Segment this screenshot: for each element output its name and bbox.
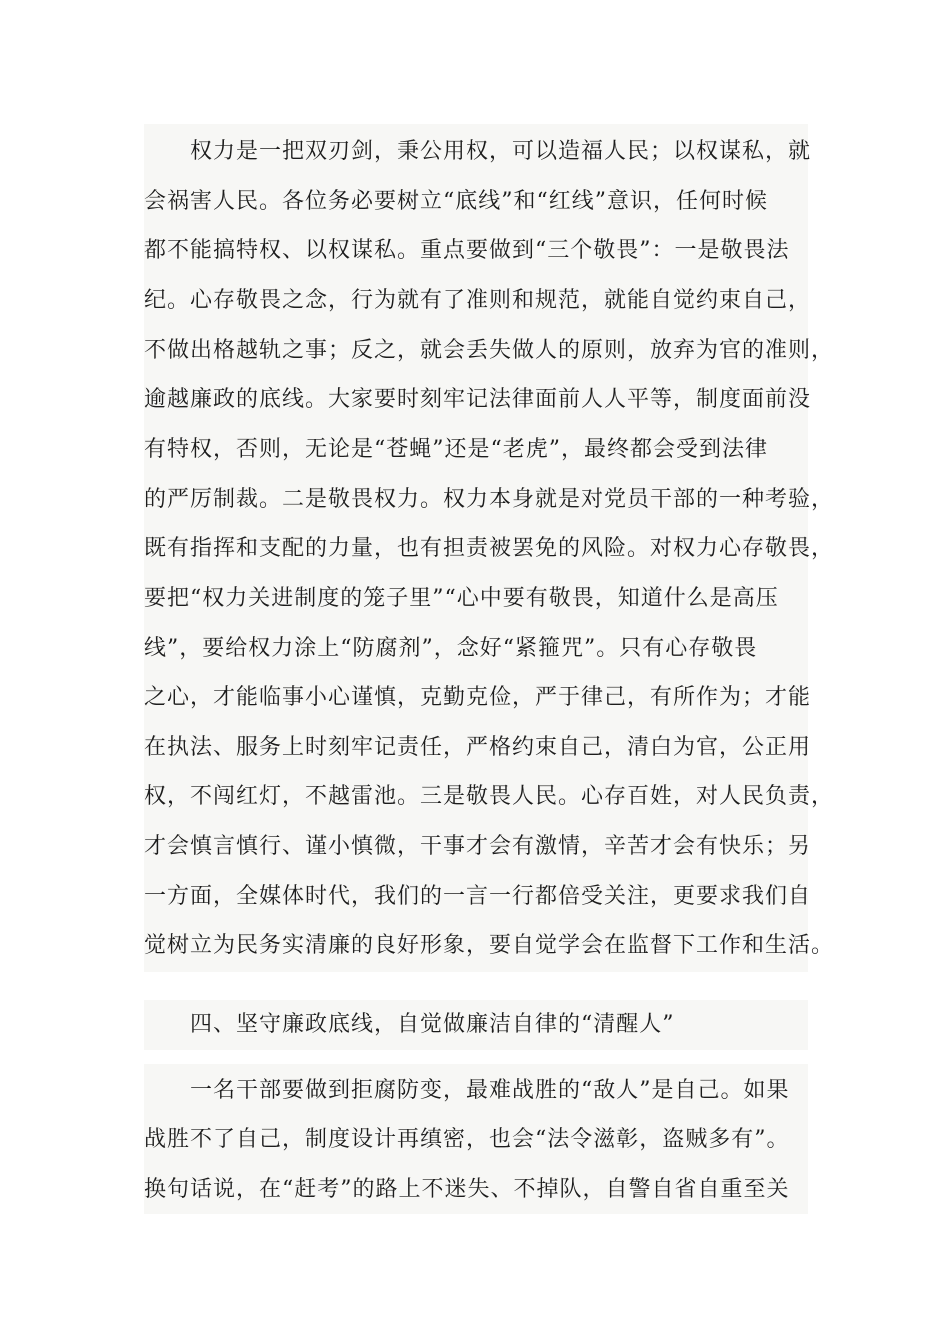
text-line: 在执法、服务上时刻牢记责任，严格约束自己，清白为官，公正用 bbox=[144, 735, 812, 760]
text-line: 权力是一把双刃剑，秉公用权，可以造福人民；以权谋私，就 bbox=[190, 139, 812, 164]
text-line: 既有指挥和支配的力量，也有担责被罢免的风险。对权力心存敬畏， bbox=[144, 536, 835, 561]
paragraph-self-discipline bbox=[144, 1064, 808, 1214]
section-heading-text: 四、坚守廉政底线，自觉做廉洁自律的“清醒人” bbox=[190, 1012, 675, 1037]
text-line: 要把“权力关进制度的笼子里”“心中要有敬畏，知道什么是高压 bbox=[144, 586, 779, 611]
text-line: 权，不闯红灯，不越雷池。三是敬畏人民。心存百姓，对人民负责， bbox=[144, 784, 835, 809]
text-line: 纪。心存敬畏之念，行为就有了准则和规范，就能自觉约束自己， bbox=[144, 288, 812, 313]
text-line: 会祸害人民。各位务必要树立“底线”和“红线”意识，任何时候 bbox=[144, 189, 768, 214]
text-line: 不做出格越轨之事；反之，就会丢失做人的原则，放弃为官的准则， bbox=[144, 338, 835, 363]
text-line: 逾越廉政的底线。大家要时刻牢记法律面前人人平等，制度面前没 bbox=[144, 387, 812, 412]
text-line: 才会慎言慎行、谨小慎微，干事才会有激情，辛苦才会有快乐；另 bbox=[144, 834, 812, 859]
paragraph-power-awe bbox=[144, 124, 835, 972]
text-line: 换句话说，在“赶考”的路上不迷失、不掉队，自警自省自重至关 bbox=[144, 1177, 790, 1202]
text-line: 有特权，否则，无论是“苍蝇”还是“老虎”，最终都会受到法律 bbox=[144, 437, 768, 462]
section-heading-4 bbox=[144, 1000, 808, 1050]
text-line: 一名干部要做到拒腐防变，最难战胜的“敌人”是自己。如果 bbox=[190, 1078, 790, 1103]
text-line: 之心，才能临事小心谨慎，克勤克俭，严于律己，有所作为；才能 bbox=[144, 685, 812, 710]
text-line: 觉树立为民务实清廉的良好形象，要自觉学会在监督下工作和生活。 bbox=[144, 933, 835, 958]
text-line: 战胜不了自己，制度设计再缜密，也会“法令滋彰，盗贼多有”。 bbox=[144, 1127, 790, 1152]
text-line: 的严厉制裁。二是敬畏权力。权力本身就是对党员干部的一种考验， bbox=[144, 487, 835, 512]
text-line: 都不能搞特权、以权谋私。重点要做到“三个敬畏”：一是敬畏法 bbox=[144, 238, 790, 263]
text-line: 一方面，全媒体时代，我们的一言一行都倍受关注，更要求我们自 bbox=[144, 884, 812, 909]
text-line: 线”，要给权力涂上“防腐剂”，念好“紧箍咒”。只有心存敬畏 bbox=[144, 636, 758, 661]
